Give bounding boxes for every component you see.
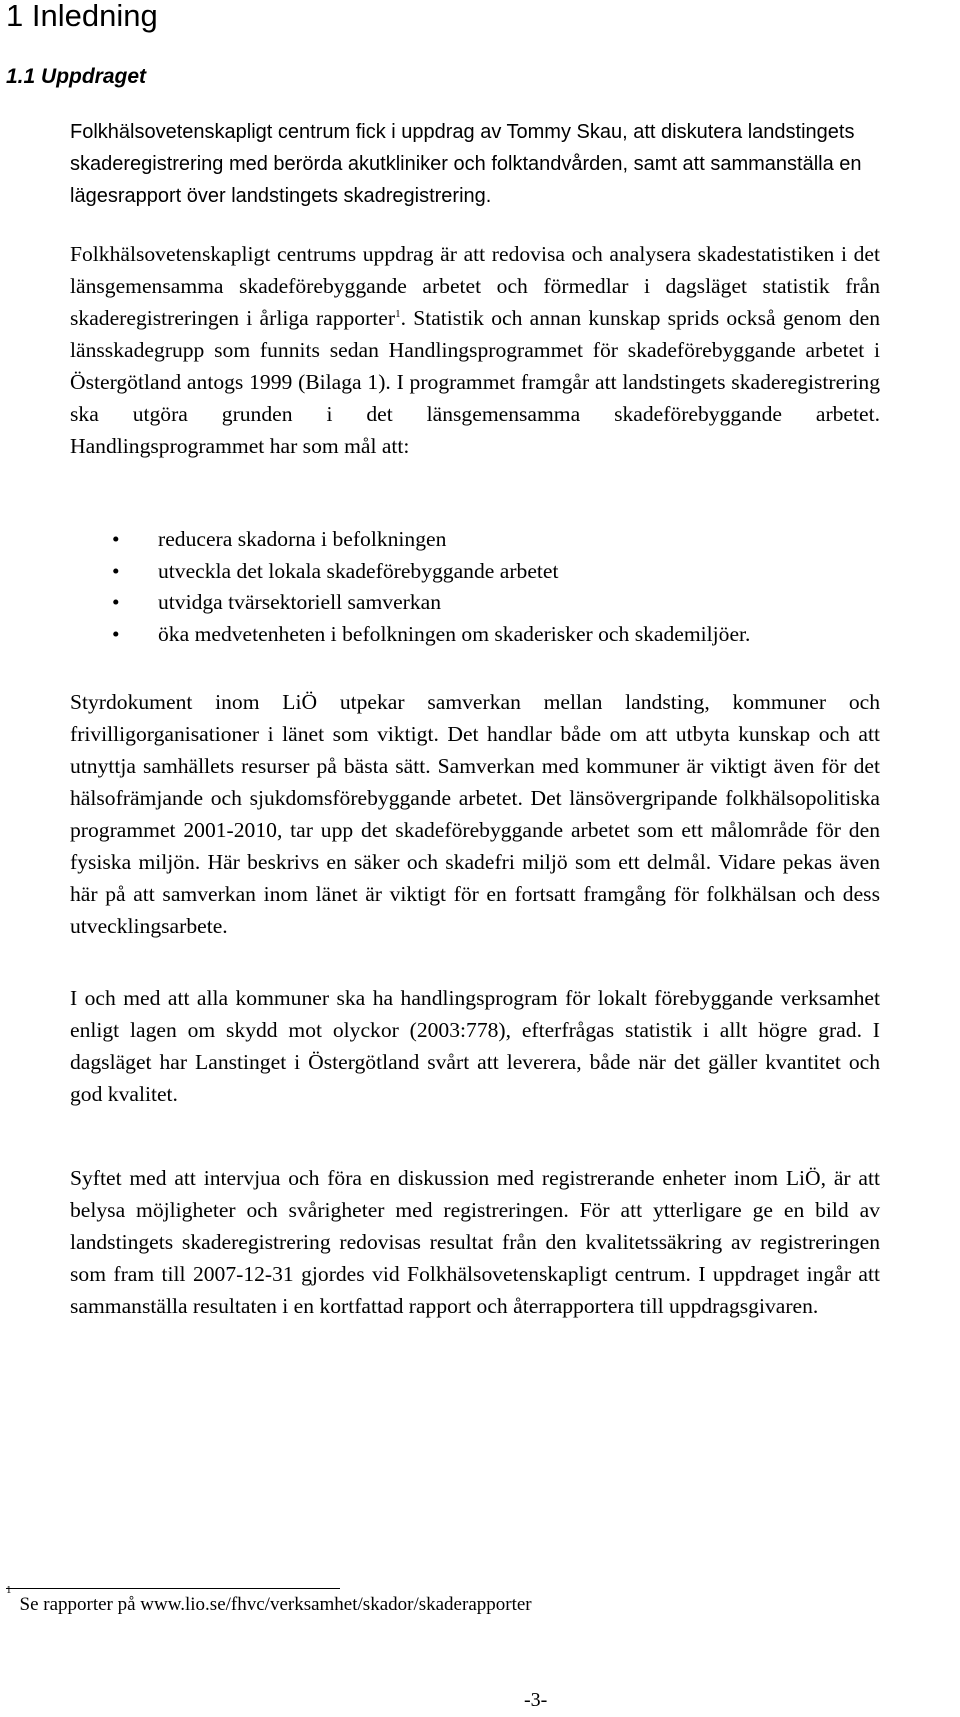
bullet-icon: •: [112, 558, 120, 583]
page-number: -3-: [524, 1689, 548, 1711]
footnote-reference: 1: [395, 307, 401, 320]
footnote-number: 1: [6, 1584, 12, 1596]
bullet-icon: •: [112, 621, 120, 646]
footnote-text: Se rapporter på www.lio.se/fhvc/verksamhet/skador/skaderapporter: [19, 1594, 532, 1615]
footnote-separator: [6, 1588, 340, 1589]
footnote: [6, 1584, 532, 1618]
chapter-heading: 1 Inledning: [6, 0, 158, 33]
list-item: [70, 619, 880, 651]
purpose-paragraph: Syftet med att intervjua och föra en diskussion med registrerande enheter inom LiÖ, är att belysa möjligheter och svårigheter med registreringen. För att ytterligare ge en bild av landstingets skaderegistrering redovisas resultat från den kvalitetssäkring av registreringen som fram till 2007-12-31 gjordes vid Folkhälsovetenskapligt centrum. I uppdraget ingår att sammanställa resultaten i en kortfattad rapport och återrapportera till uppdragsgivaren.: [70, 1166, 880, 1318]
list-item: [70, 587, 880, 619]
assignment-text-part1: Folkhälsovetenskapligt centrums uppdrag är att redovisa och analysera skadestatistiken i det länsgemensamma skadeförebyggande arbetet och förmedlar i dagsläget statistik från skaderegistreringen i årliga rapporter: [70, 242, 880, 330]
list-item-text: öka medvetenheten i befolkningen om skaderisker och skademiljöer.: [158, 621, 751, 646]
list-item: [70, 524, 880, 556]
list-item-text: utveckla det lokala skadeförebyggande arbetet: [158, 558, 559, 583]
section-heading: 1.1 Uppdraget: [6, 65, 147, 88]
assignment-paragraph: [70, 238, 880, 462]
list-item: [70, 556, 880, 588]
list-item-text: reducera skadorna i befolkningen: [158, 527, 447, 551]
list-item-text: utvidga tvärsektoriell samverkan: [158, 590, 442, 614]
assignment-text-part2: . Statistik och annan kunskap sprids också genom den länsskadegrupp som funnits sedan Handlingsprogrammet för skadeförebyggande arbetet i Östergötland antogs 1999 (Bilaga 1). I programmet framgår att landstingets skaderegistrering ska utgöra grunden i det länsgemensamma skadeförebyggande arbetet. Handlingsprogrammet har som mål att:: [70, 306, 881, 458]
intro-paragraph: Folkhälsovetenskapligt centrum fick i uppdrag av Tommy Skau, att diskutera landstingets skaderegistrering med berörda akutkliniker och folktandvården, samt att sammanställa en lägesrapport över landstingets skadregistrering.: [70, 121, 862, 207]
collaboration-paragraph: Styrdokument inom LiÖ utpekar samverkan mellan landsting, kommuner och frivilligorganisationer i länet som viktigt. Det handlar både om att utbyta kunskap och att utnyttja samhällets resurser på bästa sätt. Samverkan med kommuner är viktigt även för det hälsofrämjande och sjukdomsförebyggande arbetet. Det länsövergripande folkhälsopolitiska programmet 2001-2010, tar upp det skadeförebyggande arbetet som ett målområde för den fysiska miljön. Här beskrivs en säker och skadefri miljö som ett delmål. Vidare pekas även här på att samverkan inom länet är viktigt för en fortsatt framgång för folkhälsan och dess utvecklingsarbete.: [70, 690, 880, 938]
bullet-icon: •: [112, 527, 120, 551]
municipalities-paragraph: I och med att alla kommuner ska ha handlingsprogram för lokalt förebyggande verksamhet enligt lagen om skydd mot olyckor (2003:778), efterfrågas statistik i allt högre grad. I dagsläget har Lanstinget i Östergötland svårt att leverera, både när det gäller kvantitet och god kvalitet.: [70, 986, 880, 1106]
bullet-icon: •: [112, 590, 120, 614]
goals-list: [70, 524, 880, 650]
